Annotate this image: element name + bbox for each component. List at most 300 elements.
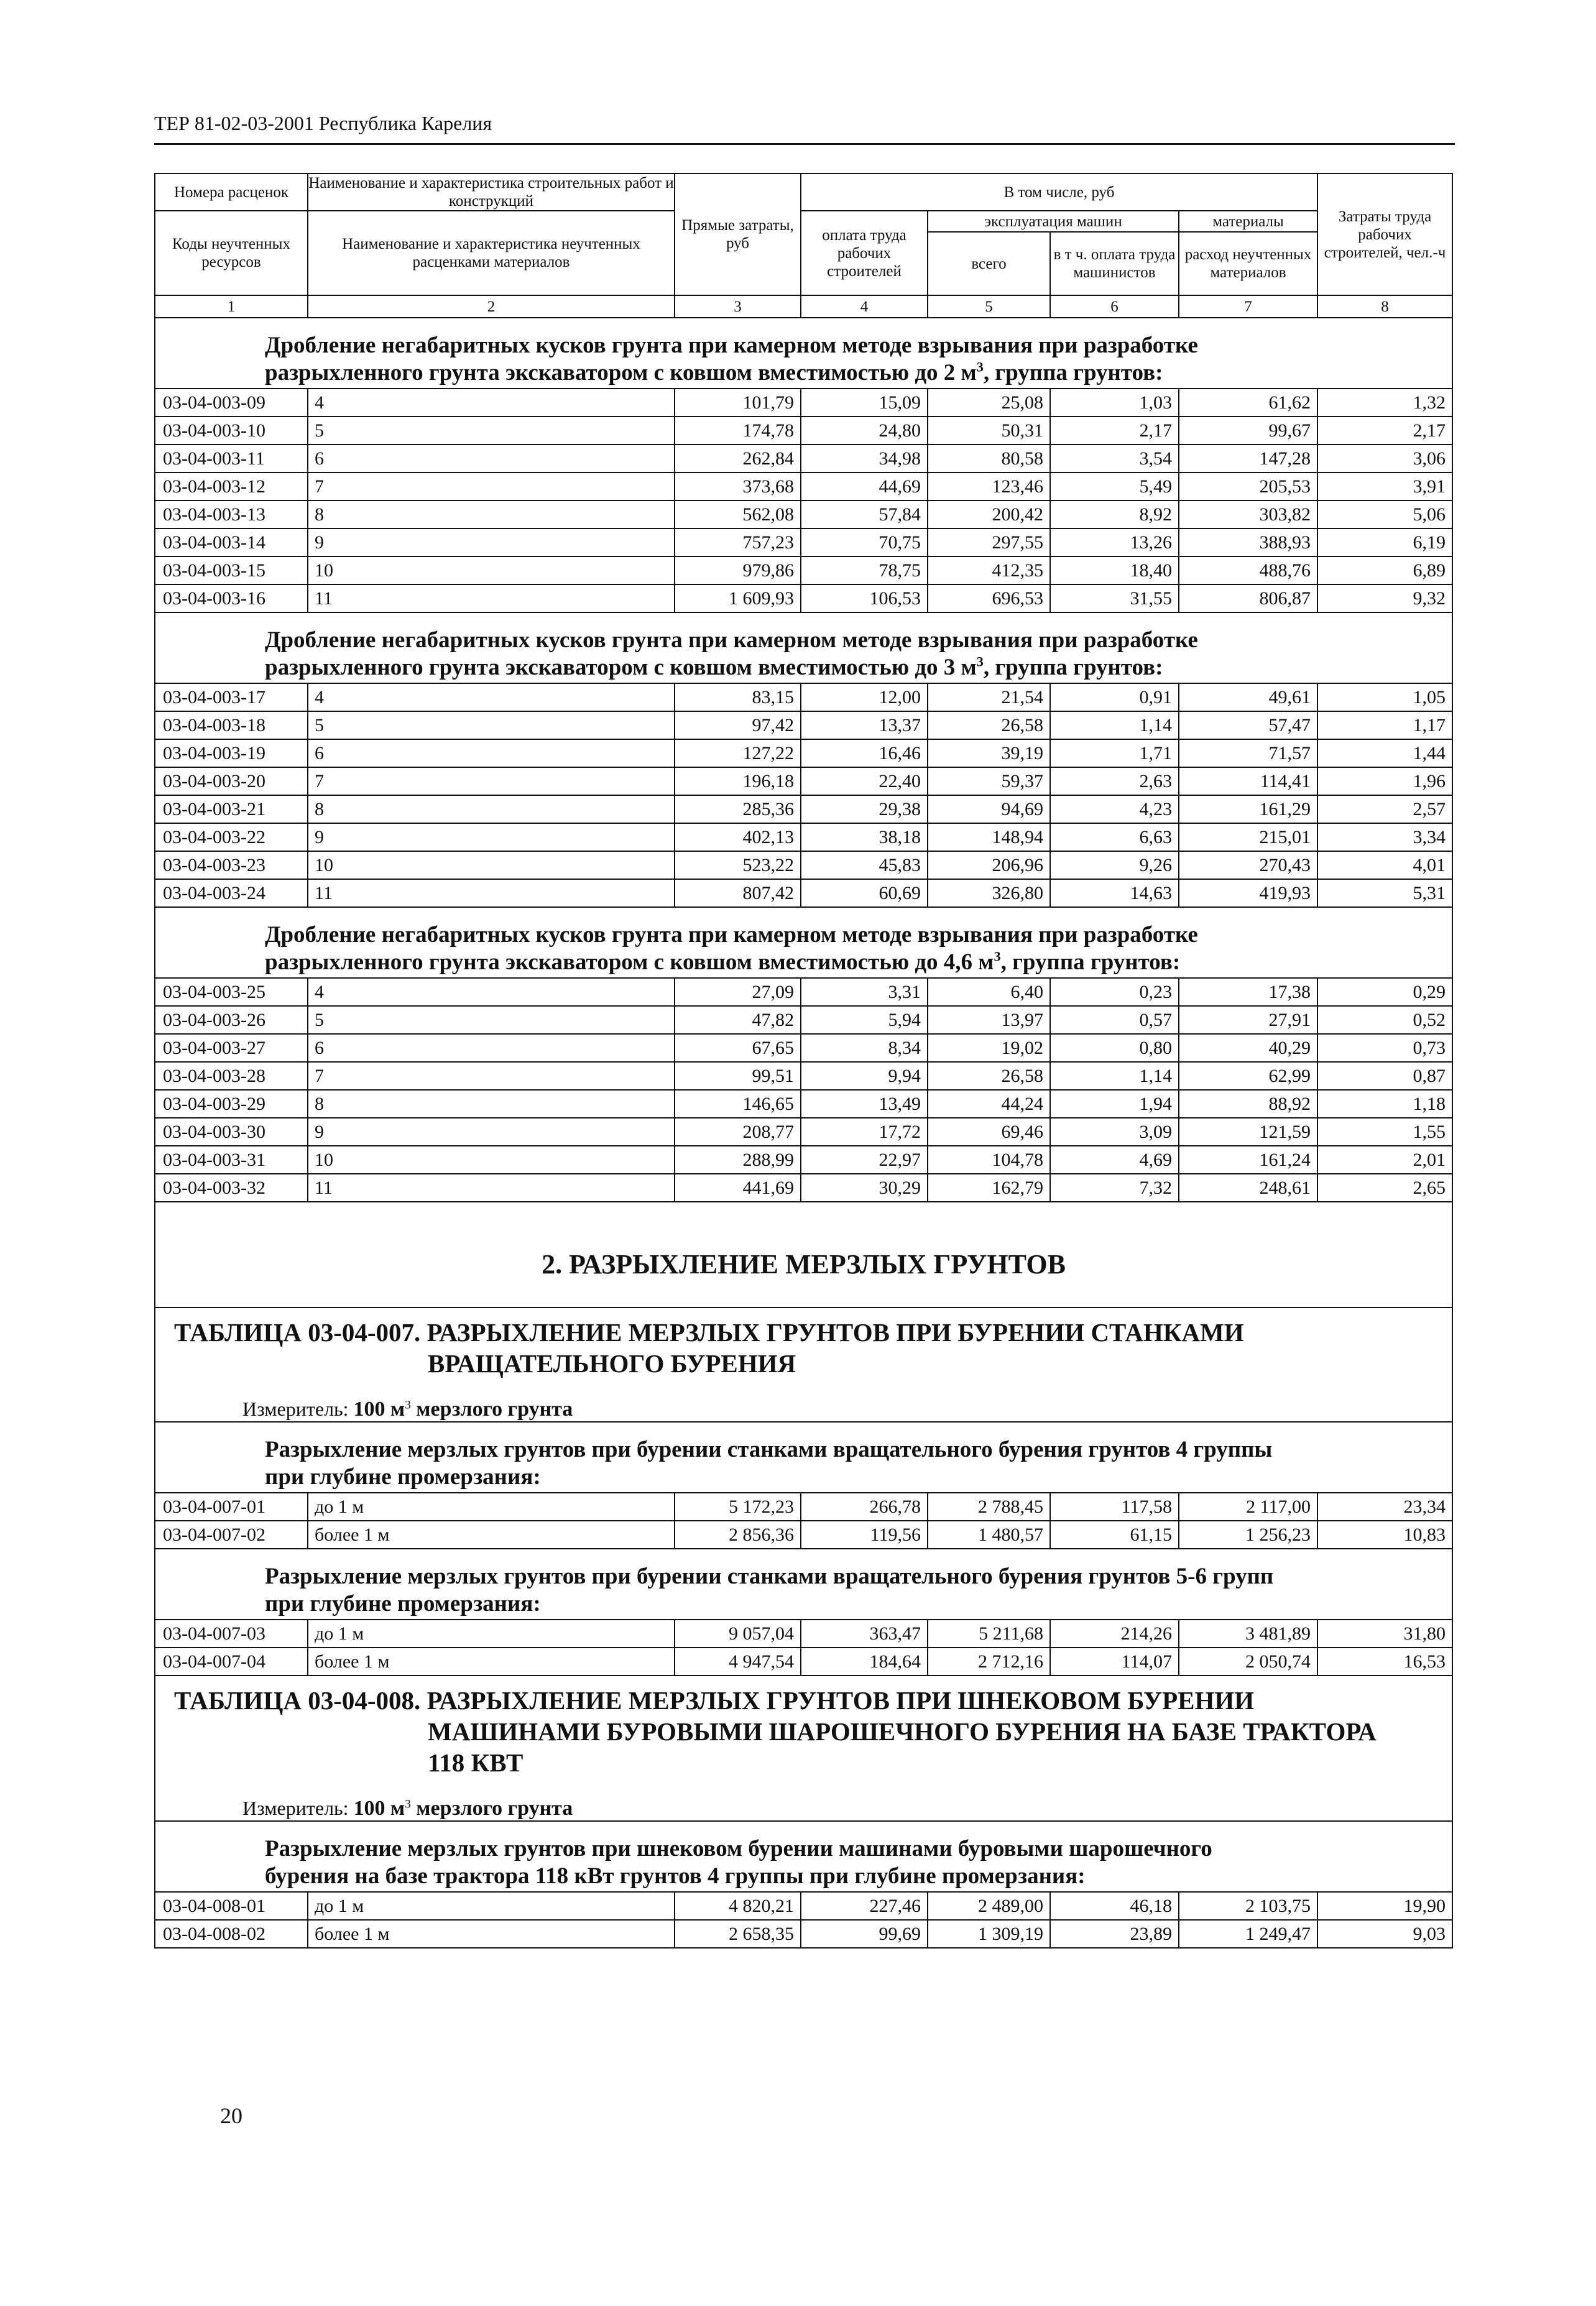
cell-rate-code: 03-04-003-22 xyxy=(155,823,308,851)
cell-machines-total: 412,35 xyxy=(928,556,1050,584)
part-title: 2. РАЗРЫХЛЕНИЕ МЕРЗЛЫХ ГРУНТОВ xyxy=(155,1202,1452,1308)
cell-material-usage: 88,92 xyxy=(1179,1090,1317,1118)
cell-operator-pay: 6,63 xyxy=(1050,823,1179,851)
cell-rate-code: 03-04-007-03 xyxy=(155,1620,308,1648)
cell-labor-costs: 9,03 xyxy=(1317,1920,1452,1948)
table-row xyxy=(155,473,1452,500)
cell-operator-pay: 18,40 xyxy=(1050,556,1179,584)
cell-direct-costs: 127,22 xyxy=(675,739,801,767)
section-title-row xyxy=(155,907,1452,978)
cell-operator-pay: 1,03 xyxy=(1050,389,1179,417)
cell-labor-costs: 6,19 xyxy=(1317,528,1452,556)
section-title-line: Разрыхление мерзлых грунтов при бурении станками вращательного бурения грунтов 4 группы xyxy=(265,1437,1273,1462)
cell-rate-name: 7 xyxy=(308,473,675,500)
table-row xyxy=(155,851,1452,879)
col-number: 7 xyxy=(1179,295,1317,318)
section-title-text: разрыхленного грунта экскаватором с ковшом вместимостью до 4,6 м xyxy=(265,949,994,975)
cell-machines-total: 13,97 xyxy=(928,1006,1050,1034)
cell-operator-pay: 5,49 xyxy=(1050,473,1179,500)
cell-operator-pay: 114,07 xyxy=(1050,1648,1179,1676)
cell-material-usage: 161,29 xyxy=(1179,795,1317,823)
cell-rate-name: 8 xyxy=(308,500,675,528)
cell-rate-code: 03-04-003-18 xyxy=(155,711,308,739)
section-title-line xyxy=(265,949,1447,976)
cell-machines-total: 1 480,57 xyxy=(928,1521,1050,1549)
cell-machines-total: 94,69 xyxy=(928,795,1050,823)
cell-material-usage: 419,93 xyxy=(1179,879,1317,907)
cell-machines-total: 2 712,16 xyxy=(928,1648,1050,1676)
cell-rate-name: 10 xyxy=(308,851,675,879)
cell-machines-total: 148,94 xyxy=(928,823,1050,851)
measure-label: Измеритель: xyxy=(242,1797,354,1819)
cell-worker-pay: 22,97 xyxy=(801,1146,928,1174)
cell-material-usage: 17,38 xyxy=(1179,978,1317,1006)
col-number: 4 xyxy=(801,295,928,318)
cell-rate-code: 03-04-008-02 xyxy=(155,1920,308,1948)
cell-labor-costs: 1,18 xyxy=(1317,1090,1452,1118)
section-title-line: при глубине промерзания: xyxy=(265,1464,541,1490)
page-number: 20 xyxy=(220,2103,242,2128)
cell-labor-costs: 5,31 xyxy=(1317,879,1452,907)
cell-worker-pay: 16,46 xyxy=(801,739,928,767)
cell-labor-costs: 1,44 xyxy=(1317,739,1452,767)
cell-machines-total: 69,46 xyxy=(928,1118,1050,1146)
section-title-line xyxy=(265,654,1447,681)
cell-material-usage: 99,67 xyxy=(1179,417,1317,445)
table-row xyxy=(155,584,1452,612)
price-table xyxy=(154,173,1453,1949)
cell-worker-pay: 30,29 xyxy=(801,1174,928,1202)
cell-worker-pay: 17,72 xyxy=(801,1118,928,1146)
table-body-03-04-007-group4 xyxy=(155,1493,1452,1549)
cell-rate-code: 03-04-003-17 xyxy=(155,683,308,711)
cell-machines-total: 206,96 xyxy=(928,851,1050,879)
cell-labor-costs: 3,91 xyxy=(1317,473,1452,500)
cell-operator-pay: 4,69 xyxy=(1050,1146,1179,1174)
cell-labor-costs: 6,89 xyxy=(1317,556,1452,584)
cell-labor-costs: 0,52 xyxy=(1317,1006,1452,1034)
cell-rate-code: 03-04-007-04 xyxy=(155,1648,308,1676)
table-row xyxy=(155,445,1452,473)
cell-machines-total: 26,58 xyxy=(928,711,1050,739)
cell-worker-pay: 9,94 xyxy=(801,1062,928,1090)
cell-operator-pay: 31,55 xyxy=(1050,584,1179,612)
cell-operator-pay: 1,71 xyxy=(1050,739,1179,767)
cell-direct-costs: 807,42 xyxy=(675,879,801,907)
cell-rate-name: 5 xyxy=(308,711,675,739)
section-title xyxy=(155,907,1452,978)
section-title-line: Дробление негабаритных кусков грунта при камерном методе взрывания при разработке xyxy=(265,922,1198,948)
cell-direct-costs: 288,99 xyxy=(675,1146,801,1174)
cell-operator-pay: 214,26 xyxy=(1050,1620,1179,1648)
table-row xyxy=(155,739,1452,767)
cell-operator-pay: 46,18 xyxy=(1050,1892,1179,1920)
table-row xyxy=(155,1920,1452,1948)
table-row xyxy=(155,823,1452,851)
col-number: 2 xyxy=(308,295,675,318)
cell-worker-pay: 38,18 xyxy=(801,823,928,851)
cell-direct-costs: 196,18 xyxy=(675,767,801,795)
section-title xyxy=(155,318,1452,389)
cell-rate-name: 9 xyxy=(308,823,675,851)
cell-labor-costs: 2,01 xyxy=(1317,1146,1452,1174)
section-title-line: при глубине промерзания: xyxy=(265,1591,541,1617)
cell-material-usage: 62,99 xyxy=(1179,1062,1317,1090)
cell-material-usage: 147,28 xyxy=(1179,445,1317,473)
measure-rest: мерзлого грунта xyxy=(410,1398,573,1421)
table-row xyxy=(155,795,1452,823)
section-title-line: бурения на базе трактора 118 кВт грунтов 4 группы при глубине промерзания: xyxy=(265,1863,1086,1889)
col-header-operator-pay: в т ч. оплата труда машинистов xyxy=(1050,232,1179,295)
cell-operator-pay: 7,32 xyxy=(1050,1174,1179,1202)
cell-material-usage: 806,87 xyxy=(1179,584,1317,612)
cell-machines-total: 50,31 xyxy=(928,417,1050,445)
cell-material-usage: 71,57 xyxy=(1179,739,1317,767)
cell-operator-pay: 13,26 xyxy=(1050,528,1179,556)
cell-worker-pay: 60,69 xyxy=(801,879,928,907)
cell-direct-costs: 441,69 xyxy=(675,1174,801,1202)
cell-operator-pay: 117,58 xyxy=(1050,1493,1179,1521)
cell-labor-costs: 31,80 xyxy=(1317,1620,1452,1648)
cell-rate-code: 03-04-003-29 xyxy=(155,1090,308,1118)
cell-rate-code: 03-04-003-19 xyxy=(155,739,308,767)
cell-direct-costs: 99,51 xyxy=(675,1062,801,1090)
cell-worker-pay: 266,78 xyxy=(801,1493,928,1521)
cell-worker-pay: 3,31 xyxy=(801,978,928,1006)
section-title-row xyxy=(155,612,1452,683)
table-row xyxy=(155,1174,1452,1202)
cell-rate-name: 11 xyxy=(308,1174,675,1202)
column-number-row xyxy=(155,295,1452,318)
table-row xyxy=(155,1062,1452,1090)
cell-direct-costs: 208,77 xyxy=(675,1118,801,1146)
col-header-material-usage: расход неучтенных материалов xyxy=(1179,232,1317,295)
table-title-03-04-007 xyxy=(155,1308,1452,1383)
cell-rate-code: 03-04-003-11 xyxy=(155,445,308,473)
col-header-resource-codes: Коды неучтенных ресурсов xyxy=(155,211,308,295)
table-row xyxy=(155,1146,1452,1174)
cell-worker-pay: 13,37 xyxy=(801,711,928,739)
col-number: 8 xyxy=(1317,295,1452,318)
section-title-line: Дробление негабаритных кусков грунта при камерном методе взрывания при разработке xyxy=(265,333,1198,358)
measure-unit xyxy=(155,1383,1452,1422)
table-row xyxy=(155,500,1452,528)
table-row xyxy=(155,417,1452,445)
cell-rate-name: 10 xyxy=(308,556,675,584)
cell-operator-pay: 8,92 xyxy=(1050,500,1179,528)
cell-direct-costs: 562,08 xyxy=(675,500,801,528)
cell-operator-pay: 1,94 xyxy=(1050,1090,1179,1118)
table-row xyxy=(155,879,1452,907)
cell-rate-name: 6 xyxy=(308,739,675,767)
cell-worker-pay: 45,83 xyxy=(801,851,928,879)
cell-rate-name: более 1 м xyxy=(308,1648,675,1676)
table-row xyxy=(155,528,1452,556)
cell-direct-costs: 2 658,35 xyxy=(675,1920,801,1948)
table-row xyxy=(155,1118,1452,1146)
cell-material-usage: 49,61 xyxy=(1179,683,1317,711)
cell-worker-pay: 363,47 xyxy=(801,1620,928,1648)
cell-rate-name: 5 xyxy=(308,417,675,445)
cell-material-usage: 215,01 xyxy=(1179,823,1317,851)
cell-machines-total: 200,42 xyxy=(928,500,1050,528)
cell-operator-pay: 0,91 xyxy=(1050,683,1179,711)
cell-rate-code: 03-04-003-24 xyxy=(155,879,308,907)
col-number: 6 xyxy=(1050,295,1179,318)
cell-labor-costs: 5,06 xyxy=(1317,500,1452,528)
col-header-direct-costs: Прямые затраты, руб xyxy=(675,173,801,295)
cell-direct-costs: 402,13 xyxy=(675,823,801,851)
cell-rate-code: 03-04-007-02 xyxy=(155,1521,308,1549)
cell-rate-code: 03-04-008-01 xyxy=(155,1892,308,1920)
section-title-exponent: 3 xyxy=(976,653,984,670)
cell-rate-name: 7 xyxy=(308,767,675,795)
cell-worker-pay: 13,49 xyxy=(801,1090,928,1118)
cell-rate-code: 03-04-003-12 xyxy=(155,473,308,500)
table-row xyxy=(155,683,1452,711)
cell-rate-code: 03-04-003-30 xyxy=(155,1118,308,1146)
cell-direct-costs: 47,82 xyxy=(675,1006,801,1034)
section-title-line: Разрыхление мерзлых грунтов при шнековом бурении машинами буровыми шарошечного xyxy=(265,1836,1212,1861)
cell-direct-costs: 757,23 xyxy=(675,528,801,556)
cell-labor-costs: 1,05 xyxy=(1317,683,1452,711)
cell-material-usage: 1 256,23 xyxy=(1179,1521,1317,1549)
cell-rate-name: 5 xyxy=(308,1006,675,1034)
section-title-text: , группа грунтов: xyxy=(983,655,1163,680)
cell-material-usage: 1 249,47 xyxy=(1179,1920,1317,1948)
section-title-row xyxy=(155,318,1452,389)
cell-rate-code: 03-04-003-14 xyxy=(155,528,308,556)
cell-rate-name: до 1 м xyxy=(308,1493,675,1521)
cell-operator-pay: 0,57 xyxy=(1050,1006,1179,1034)
cell-worker-pay: 34,98 xyxy=(801,445,928,473)
cell-operator-pay: 0,23 xyxy=(1050,978,1179,1006)
cell-labor-costs: 2,57 xyxy=(1317,795,1452,823)
cell-machines-total: 162,79 xyxy=(928,1174,1050,1202)
cell-rate-code: 03-04-003-10 xyxy=(155,417,308,445)
cell-labor-costs: 1,32 xyxy=(1317,389,1452,417)
cell-worker-pay: 70,75 xyxy=(801,528,928,556)
section-title-text: разрыхленного грунта экскаватором с ковшом вместимостью до 2 м xyxy=(265,360,977,385)
cell-material-usage: 27,91 xyxy=(1179,1006,1317,1034)
table-row xyxy=(155,711,1452,739)
cell-worker-pay: 78,75 xyxy=(801,556,928,584)
cell-material-usage: 388,93 xyxy=(1179,528,1317,556)
cell-rate-name: 7 xyxy=(308,1062,675,1090)
cell-rate-code: 03-04-003-16 xyxy=(155,584,308,612)
cell-worker-pay: 227,46 xyxy=(801,1892,928,1920)
cell-labor-costs: 1,96 xyxy=(1317,767,1452,795)
section-title-text: , группа грунтов: xyxy=(1000,949,1181,975)
cell-rate-name: 11 xyxy=(308,584,675,612)
col-header-machines-total: всего xyxy=(928,232,1050,295)
cell-direct-costs: 4 820,21 xyxy=(675,1892,801,1920)
cell-rate-name: 9 xyxy=(308,1118,675,1146)
cell-direct-costs: 67,65 xyxy=(675,1034,801,1062)
cell-operator-pay: 2,17 xyxy=(1050,417,1179,445)
cell-rate-name: 11 xyxy=(308,879,675,907)
cell-labor-costs: 0,87 xyxy=(1317,1062,1452,1090)
table-title-line: 118 КВТ xyxy=(428,1748,524,1777)
cell-worker-pay: 119,56 xyxy=(801,1521,928,1549)
cell-direct-costs: 979,86 xyxy=(675,556,801,584)
table-title-line: ТАБЛИЦА 03-04-007. РАЗРЫХЛЕНИЕ МЕРЗЛЫХ ГРУНТОВ ПРИ БУРЕНИИ СТАНКАМИ xyxy=(174,1318,1244,1347)
cell-rate-code: 03-04-003-15 xyxy=(155,556,308,584)
cell-direct-costs: 285,36 xyxy=(675,795,801,823)
cell-labor-costs: 0,29 xyxy=(1317,978,1452,1006)
cell-rate-name: более 1 м xyxy=(308,1920,675,1948)
section-title-exponent: 3 xyxy=(976,359,984,375)
cell-machines-total: 5 211,68 xyxy=(928,1620,1050,1648)
cell-direct-costs: 9 057,04 xyxy=(675,1620,801,1648)
table-body-03-04-008-header xyxy=(155,1676,1452,1892)
table-row xyxy=(155,1892,1452,1920)
cell-direct-costs: 83,15 xyxy=(675,683,801,711)
cell-worker-pay: 106,53 xyxy=(801,584,928,612)
cell-worker-pay: 29,38 xyxy=(801,795,928,823)
cell-machines-total: 59,37 xyxy=(928,767,1050,795)
cell-machines-total: 25,08 xyxy=(928,389,1050,417)
cell-rate-code: 03-04-003-26 xyxy=(155,1006,308,1034)
table-body-part2 xyxy=(155,1202,1452,1493)
cell-machines-total: 297,55 xyxy=(928,528,1050,556)
page-header: ТЕР 81-02-03-2001 Республика Карелия xyxy=(154,111,1455,145)
section-title-exponent: 3 xyxy=(994,948,1001,964)
cell-material-usage: 3 481,89 xyxy=(1179,1620,1317,1648)
cell-machines-total: 326,80 xyxy=(928,879,1050,907)
table-row xyxy=(155,1493,1452,1521)
cell-rate-code: 03-04-003-13 xyxy=(155,500,308,528)
cell-worker-pay: 12,00 xyxy=(801,683,928,711)
cell-worker-pay: 8,34 xyxy=(801,1034,928,1062)
price-table-frame xyxy=(154,173,1452,1949)
cell-material-usage: 40,29 xyxy=(1179,1034,1317,1062)
section-title-line: Разрыхление мерзлых грунтов при бурении станками вращательного бурения грунтов 5-6 групп xyxy=(265,1564,1274,1589)
cell-rate-code: 03-04-003-20 xyxy=(155,767,308,795)
cell-worker-pay: 24,80 xyxy=(801,417,928,445)
cell-rate-name: более 1 м xyxy=(308,1521,675,1549)
cell-operator-pay: 3,09 xyxy=(1050,1118,1179,1146)
table-body-03-04-007-group56 xyxy=(155,1620,1452,1676)
cell-rate-name: 4 xyxy=(308,683,675,711)
cell-material-usage: 205,53 xyxy=(1179,473,1317,500)
table-title-line: ТАБЛИЦА 03-04-008. РАЗРЫХЛЕНИЕ МЕРЗЛЫХ ГРУНТОВ ПРИ ШНЕКОВОМ БУРЕНИИ xyxy=(174,1686,1255,1715)
table-row xyxy=(155,1006,1452,1034)
table-header xyxy=(155,173,1452,318)
table-row xyxy=(155,1620,1452,1648)
cell-operator-pay: 0,80 xyxy=(1050,1034,1179,1062)
cell-labor-costs: 3,34 xyxy=(1317,823,1452,851)
cell-rate-code: 03-04-003-28 xyxy=(155,1062,308,1090)
section-title xyxy=(155,1821,1452,1892)
cell-direct-costs: 373,68 xyxy=(675,473,801,500)
cell-rate-code: 03-04-003-31 xyxy=(155,1146,308,1174)
cell-labor-costs: 23,34 xyxy=(1317,1493,1452,1521)
cell-operator-pay: 9,26 xyxy=(1050,851,1179,879)
cell-material-usage: 121,59 xyxy=(1179,1118,1317,1146)
cell-labor-costs: 1,17 xyxy=(1317,711,1452,739)
section-title-text: , группа грунтов: xyxy=(983,360,1163,385)
measure-label: Измеритель: xyxy=(242,1398,354,1420)
cell-operator-pay: 1,14 xyxy=(1050,1062,1179,1090)
col-header-material-name: Наименование и характеристика неучтенных расценками материалов xyxy=(308,211,675,295)
cell-machines-total: 21,54 xyxy=(928,683,1050,711)
cell-labor-costs: 0,73 xyxy=(1317,1034,1452,1062)
section-title-line xyxy=(265,359,1447,387)
table-row xyxy=(155,389,1452,417)
cell-direct-costs: 146,65 xyxy=(675,1090,801,1118)
table-row xyxy=(155,767,1452,795)
col-number: 5 xyxy=(928,295,1050,318)
cell-material-usage: 248,61 xyxy=(1179,1174,1317,1202)
section-title-line: Дробление негабаритных кусков грунта при камерном методе взрывания при разработке xyxy=(265,627,1198,653)
cell-direct-costs: 101,79 xyxy=(675,389,801,417)
measure-rest: мерзлого грунта xyxy=(410,1797,573,1820)
cell-material-usage: 270,43 xyxy=(1179,851,1317,879)
cell-direct-costs: 27,09 xyxy=(675,978,801,1006)
cell-machines-total: 19,02 xyxy=(928,1034,1050,1062)
measure-value: 100 м xyxy=(353,1797,405,1820)
measure-exponent: 3 xyxy=(405,1398,411,1412)
cell-machines-total: 123,46 xyxy=(928,473,1050,500)
cell-worker-pay: 22,40 xyxy=(801,767,928,795)
cell-material-usage: 488,76 xyxy=(1179,556,1317,584)
cell-rate-code: 03-04-003-21 xyxy=(155,795,308,823)
cell-worker-pay: 57,84 xyxy=(801,500,928,528)
cell-rate-name: 4 xyxy=(308,389,675,417)
table-row xyxy=(155,1034,1452,1062)
cell-worker-pay: 15,09 xyxy=(801,389,928,417)
table-body-03-04-007-subtitle2 xyxy=(155,1549,1452,1620)
cell-worker-pay: 184,64 xyxy=(801,1648,928,1676)
measure-unit xyxy=(155,1782,1452,1821)
cell-machines-total: 696,53 xyxy=(928,584,1050,612)
cell-worker-pay: 5,94 xyxy=(801,1006,928,1034)
cell-operator-pay: 14,63 xyxy=(1050,879,1179,907)
cell-machines-total: 44,24 xyxy=(928,1090,1050,1118)
col-header-work-name: Наименование и характеристика строительных работ и конструкций xyxy=(308,175,674,210)
cell-labor-costs: 19,90 xyxy=(1317,1892,1452,1920)
section-title xyxy=(155,1422,1452,1493)
section-title-text: разрыхленного грунта экскаватором с ковшом вместимостью до 3 м xyxy=(265,655,977,680)
table-body-03-04-008 xyxy=(155,1892,1452,1948)
table-title-03-04-008 xyxy=(155,1676,1452,1782)
cell-rate-name: 6 xyxy=(308,1034,675,1062)
cell-labor-costs: 16,53 xyxy=(1317,1648,1452,1676)
cell-direct-costs: 5 172,23 xyxy=(675,1493,801,1521)
cell-rate-code: 03-04-003-25 xyxy=(155,978,308,1006)
cell-worker-pay: 44,69 xyxy=(801,473,928,500)
cell-machines-total: 1 309,19 xyxy=(928,1920,1050,1948)
col-header-materials: материалы xyxy=(1179,211,1317,232)
cell-machines-total: 80,58 xyxy=(928,445,1050,473)
cell-rate-code: 03-04-007-01 xyxy=(155,1493,308,1521)
cell-machines-total: 6,40 xyxy=(928,978,1050,1006)
cell-rate-code: 03-04-003-23 xyxy=(155,851,308,879)
cell-labor-costs: 10,83 xyxy=(1317,1521,1452,1549)
cell-rate-code: 03-04-003-32 xyxy=(155,1174,308,1202)
cell-machines-total: 39,19 xyxy=(928,739,1050,767)
cell-direct-costs: 174,78 xyxy=(675,417,801,445)
cell-material-usage: 57,47 xyxy=(1179,711,1317,739)
cell-labor-costs: 2,17 xyxy=(1317,417,1452,445)
cell-rate-name: до 1 м xyxy=(308,1892,675,1920)
cell-material-usage: 161,24 xyxy=(1179,1146,1317,1174)
cell-worker-pay: 99,69 xyxy=(801,1920,928,1948)
cell-machines-total: 2 788,45 xyxy=(928,1493,1050,1521)
section-title xyxy=(155,1549,1452,1620)
col-header-including: В том числе, руб xyxy=(801,173,1317,211)
